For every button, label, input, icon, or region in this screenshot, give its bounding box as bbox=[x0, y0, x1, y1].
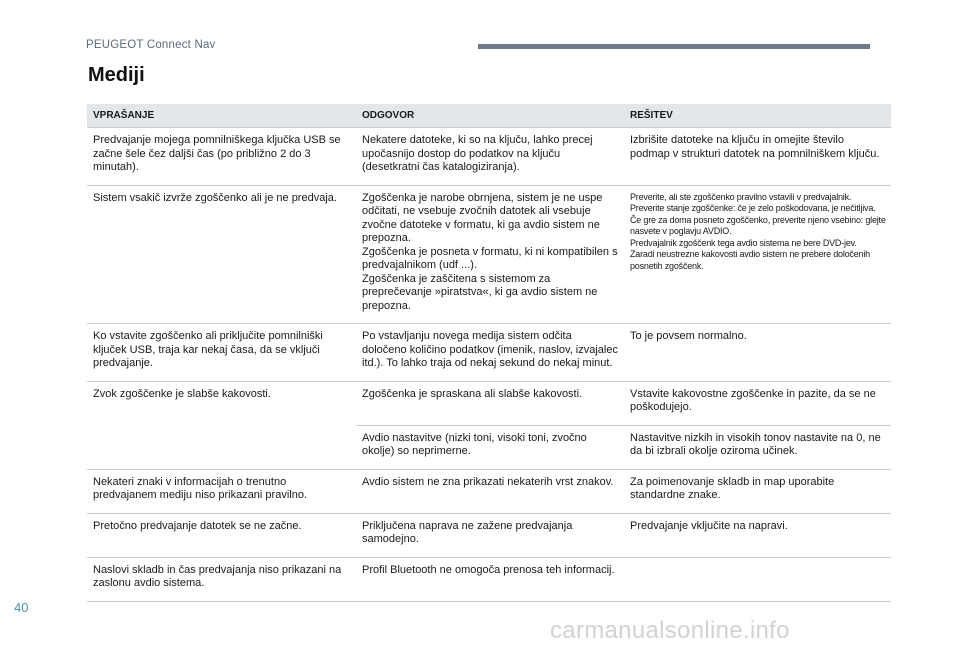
solution-cell: Vstavite kakovostne zgoščenke in pazite, da se ne poškodujejo. bbox=[624, 381, 891, 425]
faq-table bbox=[87, 104, 891, 602]
header-divider-bar bbox=[478, 44, 870, 49]
header-brand: PEUGEOT Connect Nav bbox=[86, 39, 216, 51]
answer-cell: Po vstavljanju novega medija sistem odčita določeno količino podatkov (imenik, naslov, izvajalec itd.). To lahko traja od nekaj sekund do nekaj minut. bbox=[356, 324, 624, 382]
column-header-answer: ODGOVOR bbox=[356, 104, 624, 128]
question-cell: Naslovi skladb in čas predvajanja niso prikazani na zaslonu avdio sistema. bbox=[87, 557, 356, 601]
solution-cell: Izbrišite datoteke na ključu in omejite število podmap v strukturi datotek na pomnilniškem ključu. bbox=[624, 128, 891, 186]
solution-cell: Nastavitve nizkih in visokih tonov nastavite na 0, ne da bi izbrali okolje oziroma učinek. bbox=[624, 425, 891, 469]
solution-cell bbox=[624, 557, 891, 601]
answer-cell: Priključena naprava ne zažene predvajanja samodejno. bbox=[356, 513, 624, 557]
column-header-solution: REŠITEV bbox=[624, 104, 891, 128]
solution-cell: To je povsem normalno. bbox=[624, 324, 891, 382]
table-header-row bbox=[87, 104, 891, 128]
table-row bbox=[87, 425, 891, 469]
page-title: Mediji bbox=[88, 64, 145, 86]
column-header-question: VPRAŠANJE bbox=[87, 104, 356, 128]
table-row bbox=[87, 381, 891, 425]
table-row bbox=[87, 557, 891, 601]
question-cell: Nekateri znaki v informacijah o trenutno predvajanem mediju niso prikazani pravilno. bbox=[87, 469, 356, 513]
question-cell: Predvajanje mojega pomnilniškega ključka USB se začne šele čez daljši čas (po približno 2 do 3 minutah). bbox=[87, 128, 356, 186]
question-cell: Ko vstavite zgoščenko ali priključite pomnilniški ključek USB, traja kar nekaj časa, da se vključi predvajanje. bbox=[87, 324, 356, 382]
answer-cell: Profil Bluetooth ne omogoča prenosa teh informacij. bbox=[356, 557, 624, 601]
solution-cell: Preverite, ali ste zgoščenko pravilno vstavili v predvajalnik. Preverite stanje zgoščenke: če je zelo poškodovana, je nečitljiva. Če gre za doma posneto zgoščenko, preverite njeno vsebino: glejte nasvete v poglavju AVDIO. Predvajalnik zgoščenk tega avdio sistema ne bere DVD-jev. Zaradi neustrezne kakovosti avdio sistem ne prebere določenih posnetih zgoščenk. bbox=[624, 185, 891, 324]
table-row bbox=[87, 128, 891, 186]
solution-cell: Predvajanje vključite na napravi. bbox=[624, 513, 891, 557]
answer-cell: Zgoščenka je spraskana ali slabše kakovosti. bbox=[356, 381, 624, 425]
table-row bbox=[87, 469, 891, 513]
answer-cell: Avdio sistem ne zna prikazati nekaterih vrst znakov. bbox=[356, 469, 624, 513]
question-cell: Pretočno predvajanje datotek se ne začne. bbox=[87, 513, 356, 557]
table-row bbox=[87, 513, 891, 557]
answer-cell: Zgoščenka je narobe obrnjena, sistem je ne uspe odčitati, ne vsebuje zvočnih datotek ali vsebuje zvočne datoteke v formatu, ki ga avdio sistem ne prepozna. Zgoščenka je posneta v formatu, ki ni kompatibilen s predvajalnikom (udf ...). Zgoščenka je zaščitena s sistemom za preprečevanje »piratstva«, ki ga avdio sistem ne prepozna. bbox=[356, 185, 624, 324]
watermark: carmanualsonline.info bbox=[550, 617, 790, 644]
question-cell: Zvok zgoščenke je slabše kakovosti. bbox=[93, 387, 271, 400]
table-row bbox=[87, 185, 891, 324]
page-number: 40 bbox=[14, 600, 29, 615]
answer-cell: Avdio nastavitve (nizki toni, visoki toni, zvočno okolje) so neprimerne. bbox=[356, 425, 624, 469]
question-cell bbox=[87, 425, 356, 469]
table-row bbox=[87, 324, 891, 382]
solution-cell: Za poimenovanje skladb in map uporabite standardne znake. bbox=[624, 469, 891, 513]
question-cell: Sistem vsakič izvrže zgoščenko ali je ne predvaja. bbox=[87, 185, 356, 324]
answer-cell: Nekatere datoteke, ki so na ključu, lahko precej upočasnijo dostop do podatkov na ključu (desetkratni čas katalogiziranja). bbox=[356, 128, 624, 186]
